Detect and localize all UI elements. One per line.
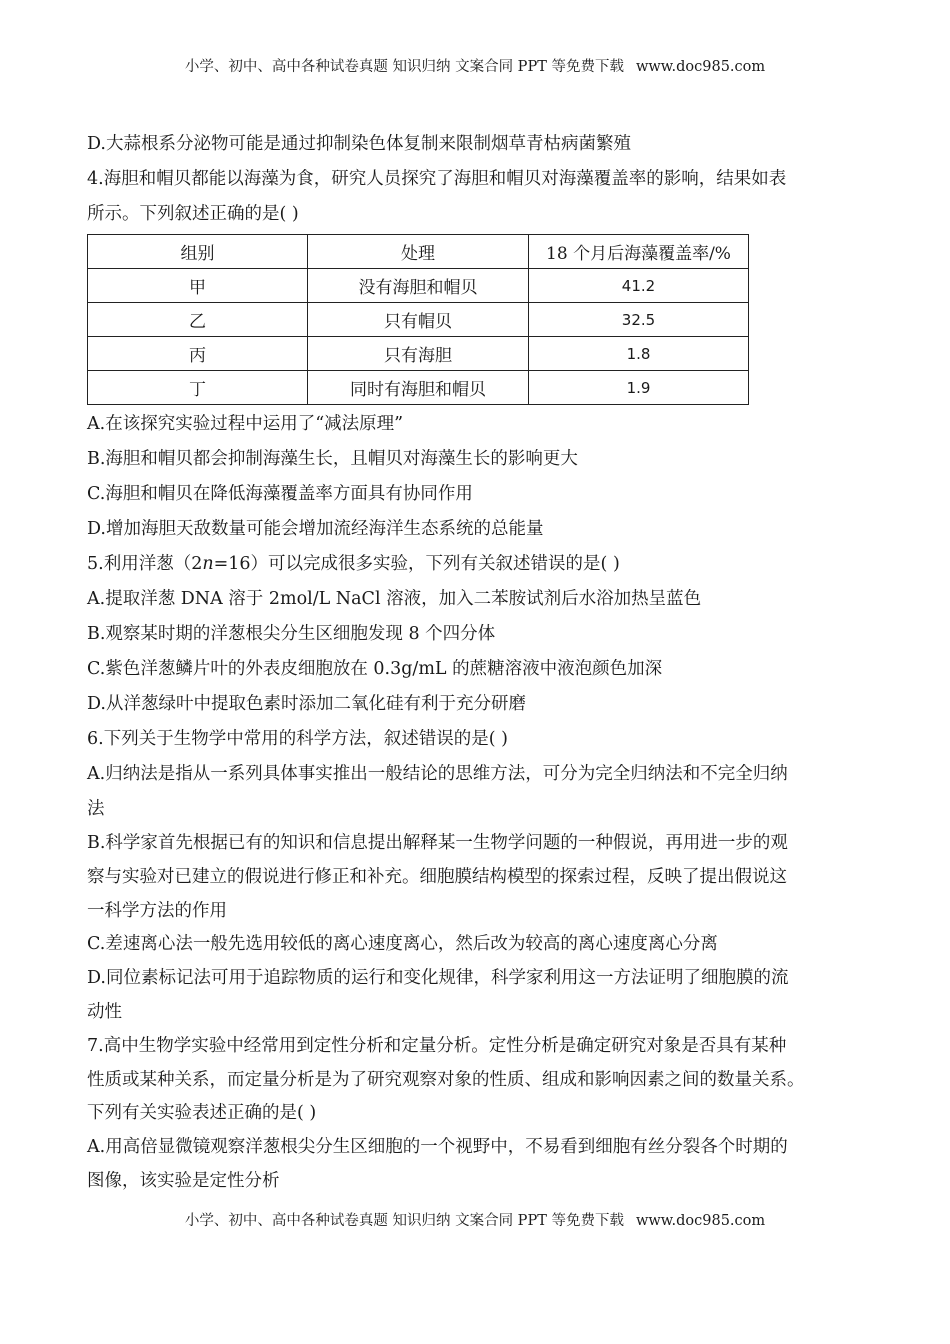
q5-stem xyxy=(87,552,620,576)
table-cell: 1.8 xyxy=(529,337,749,371)
table-cell: 41.2 xyxy=(529,269,749,303)
table-cell: 只有海胆 xyxy=(308,337,529,371)
q6-option-d-line2: 动性 xyxy=(87,1002,122,1022)
header-url[interactable]: www.doc985.com xyxy=(635,59,766,75)
q5-option-d: D.从洋葱绿叶中提取色素时添加二氧化硅有利于充分研磨 xyxy=(87,694,526,714)
q6-option-a-line1: A.归纳法是指从一系列具体事实推出一般结论的思维方法，可分为完全归纳法和不完全归纳 xyxy=(87,764,788,784)
q4-stem-line2: 所示。下列叙述正确的是( ) xyxy=(87,204,299,224)
q4-option-d: D.增加海胆天敌数量可能会增加流经海洋生态系统的总能量 xyxy=(87,519,544,539)
table-row xyxy=(88,337,749,371)
q5-stem-post: =16）可以完成很多实验，下列有关叙述错误的是( ) xyxy=(213,554,620,574)
footer-text: 小学、初中、高中各种试卷真题 知识归纳 文案合同 PPT 等免费下载 xyxy=(184,1213,624,1229)
q6-option-b-line3: 一科学方法的作用 xyxy=(87,901,227,921)
footer-url[interactable]: www.doc985.com xyxy=(635,1213,766,1229)
q5-option-c: C.紫色洋葱鳞片叶的外表皮细胞放在 0.3g/mL 的蔗糖溶液中液泡颜色加深 xyxy=(87,659,663,679)
q7-stem-line2: 性质或某种关系，而定量分析是为了研究观察对象的性质、组成和影响因素之间的数量关系。 xyxy=(87,1070,805,1090)
table-header-row xyxy=(88,235,749,269)
q5-option-a: A.提取洋葱 DNA 溶于 2mol/L NaCl 溶液，加入二苯胺试剂后水浴加热呈蓝色 xyxy=(87,589,702,609)
page-header xyxy=(0,57,950,77)
q6-option-b-line2: 察与实验对已建立的假说进行修正和补充。细胞膜结构模型的探索过程，反映了提出假说这 xyxy=(87,867,787,887)
q7-option-a-line2: 图像，该实验是定性分析 xyxy=(87,1171,280,1191)
q7-stem-line1: 7.高中生物学实验中经常用到定性分析和定量分析。定性分析是确定研究对象是否具有某种 xyxy=(87,1036,787,1056)
table-header-cell: 处理 xyxy=(308,235,529,269)
q5-option-b: B.观察某时期的洋葱根尖分生区细胞发现 8 个四分体 xyxy=(87,624,496,644)
table-row xyxy=(88,303,749,337)
q7-stem-line3: 下列有关实验表述正确的是( ) xyxy=(87,1103,317,1123)
q3-option-d: D.大蒜根系分泌物可能是通过抑制染色体复制来限制烟草青枯病菌繁殖 xyxy=(87,134,631,154)
q5-stem-n: n xyxy=(202,554,214,574)
table-cell: 丁 xyxy=(88,371,308,405)
page-footer xyxy=(0,1211,950,1231)
table-cell: 没有海胆和帽贝 xyxy=(308,269,529,303)
q5-stem-pre: 5.利用洋葱（2 xyxy=(87,554,203,574)
q4-stem-line1: 4.海胆和帽贝都能以海藻为食，研究人员探究了海胆和帽贝对海藻覆盖率的影响，结果如表 xyxy=(87,169,787,189)
table-header-cell: 组别 xyxy=(88,235,308,269)
q4-option-b: B.海胆和帽贝都会抑制海藻生长，且帽贝对海藻生长的影响更大 xyxy=(87,449,578,469)
q7-option-a-line1: A.用高倍显微镜观察洋葱根尖分生区细胞的一个视野中，不易看到细胞有丝分裂各个时期的 xyxy=(87,1137,788,1157)
q4-option-a: A.在该探究实验过程中运用了“减法原理” xyxy=(87,414,404,434)
table-cell: 丙 xyxy=(88,337,308,371)
table-cell: 乙 xyxy=(88,303,308,337)
table-row xyxy=(88,269,749,303)
table-row xyxy=(88,371,749,405)
table-cell: 1.9 xyxy=(529,371,749,405)
table-cell: 32.5 xyxy=(529,303,749,337)
q6-stem: 6.下列关于生物学中常用的科学方法，叙述错误的是( ) xyxy=(87,729,508,749)
header-text: 小学、初中、高中各种试卷真题 知识归纳 文案合同 PPT 等免费下载 xyxy=(184,59,624,75)
q6-option-a-line2: 法 xyxy=(87,799,105,819)
table-cell: 甲 xyxy=(88,269,308,303)
table-cell: 只有帽贝 xyxy=(308,303,529,337)
table-header-cell: 18 个月后海藻覆盖率/% xyxy=(529,235,749,269)
q6-option-c: C.差速离心法一般先选用较低的离心速度离心，然后改为较高的离心速度离心分离 xyxy=(87,934,718,954)
q6-option-b-line1: B.科学家首先根据已有的知识和信息提出解释某一生物学问题的一种假说，再用进一步的观 xyxy=(87,833,788,853)
results-table xyxy=(87,234,749,405)
table-cell: 同时有海胆和帽贝 xyxy=(308,371,529,405)
q6-option-d-line1: D.同位素标记法可用于追踪物质的运行和变化规律，科学家利用这一方法证明了细胞膜的流 xyxy=(87,968,789,988)
q4-option-c: C.海胆和帽贝在降低海藻覆盖率方面具有协同作用 xyxy=(87,484,473,504)
